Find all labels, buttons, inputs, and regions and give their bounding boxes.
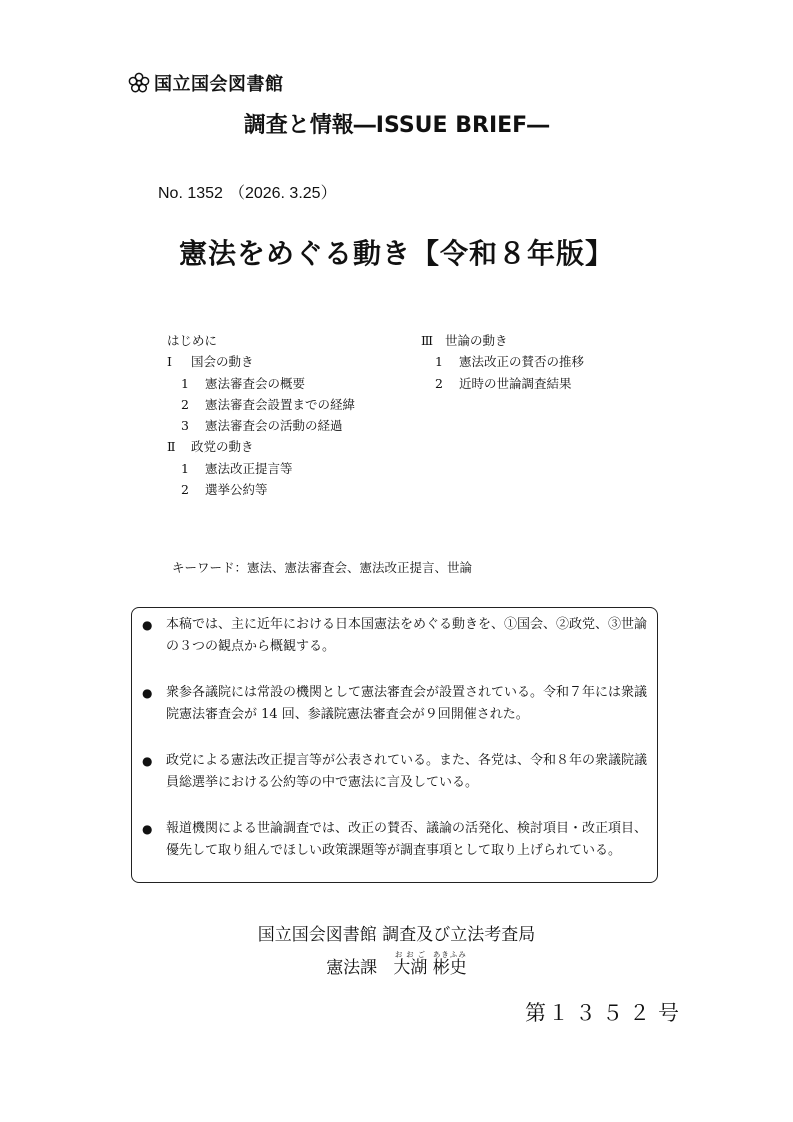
author-surname xyxy=(393,950,428,978)
summary-bullet xyxy=(142,614,652,658)
toc-item-label: 憲法審査会の活動の経過 xyxy=(205,418,343,434)
ndl-logo xyxy=(128,70,284,96)
author-given-name xyxy=(432,950,467,978)
toc-subitem xyxy=(167,479,355,500)
summary-bullet xyxy=(142,818,652,862)
bullet-dot-icon: ● xyxy=(142,754,153,768)
toc-item-number: 1 xyxy=(181,460,189,476)
logo-text: 国立国会図書館 xyxy=(154,74,284,95)
toc-item-label: 政党の動き xyxy=(191,439,254,455)
toc-item xyxy=(167,330,355,351)
summary-text: 衆参各議院には常設の機関として憲法審査会が設置されている。令和７年には衆議院憲法審査会が 14 回、参議院憲法審査会が９回開催された。 xyxy=(166,685,648,722)
toc-item-number: Ⅱ xyxy=(167,439,176,455)
toc-item-number: Ⅲ xyxy=(421,333,434,348)
author-given-name-text: 彬史 xyxy=(432,958,467,978)
toc-item-number: 3 xyxy=(181,418,189,434)
summary-bullet xyxy=(142,682,652,726)
issue-line xyxy=(158,180,337,203)
summary-text: 本稿では、主に近年における日本国憲法をめぐる動きを、①国会、②政党、③世論の３つの観点から概観する。 xyxy=(166,617,648,654)
issue-suffix: 号 xyxy=(658,1001,679,1025)
toc-item-label: 選挙公約等 xyxy=(205,482,268,498)
author-surname-ruby: おおご xyxy=(393,950,428,959)
bullet-dot-icon: ● xyxy=(142,822,153,836)
toc-item-number: 2 xyxy=(435,375,443,391)
toc-item xyxy=(421,330,584,351)
issue-number: No. 1352 xyxy=(158,185,223,202)
summary-text: 報道機関による世論調査では、改正の賛否、議論の活発化、検討項目・改正項目、優先して取り組んでほしい政策課題等が調査事項として取り上げられている。 xyxy=(166,821,648,858)
toc-item xyxy=(167,351,355,372)
bullet-dot-icon: ● xyxy=(142,686,153,700)
toc-subitem xyxy=(421,373,584,394)
issue-prefix: 第 xyxy=(525,1001,546,1025)
toc-item-number: Ⅰ xyxy=(167,354,172,370)
toc-subitem xyxy=(421,351,584,372)
author-organization: 国立国会図書館 調査及び立法考査局 xyxy=(257,925,536,945)
toc-item-number: 2 xyxy=(181,396,189,412)
summary-bullet xyxy=(142,750,652,794)
toc-item-label: 国会の動き xyxy=(191,354,254,370)
issue-date: （2026. 3.25） xyxy=(228,185,337,202)
summary-box xyxy=(131,607,658,883)
toc-subitem xyxy=(167,415,355,436)
toc-subitem xyxy=(167,373,355,394)
author-division: 憲法課 xyxy=(326,958,378,978)
ndl-emblem-icon xyxy=(128,72,150,94)
toc-item-label: 憲法審査会設置までの経緯 xyxy=(205,396,356,412)
author-surname-text: 大湖 xyxy=(393,958,428,978)
author-block xyxy=(0,922,793,978)
toc-item-label: 憲法審査会の概要 xyxy=(205,375,306,391)
toc-item-label: はじめに xyxy=(167,333,218,348)
toc-subitem xyxy=(167,458,355,479)
toc-item-number: 1 xyxy=(435,354,443,370)
toc-item-label: 世論の動き xyxy=(445,333,508,348)
bullet-dot-icon: ● xyxy=(142,618,153,632)
toc-right-column xyxy=(421,330,584,394)
toc-item-number: 2 xyxy=(181,482,189,498)
toc-item xyxy=(167,436,355,457)
series-title: 調査と情報―ISSUE BRIEF― xyxy=(243,113,550,138)
author-line xyxy=(0,950,793,978)
toc-subitem xyxy=(167,394,355,415)
toc-item-label: 近時の世論調査結果 xyxy=(459,375,572,391)
toc-item-label: 憲法改正提言等 xyxy=(205,460,293,476)
issue-number-value: １３５２ xyxy=(548,1001,656,1025)
author-given-name-ruby: あきふみ xyxy=(432,950,467,959)
keywords: キーワード：憲法、憲法審査会、憲法改正提言、世論 xyxy=(172,560,473,575)
toc-item-number: 1 xyxy=(181,375,189,391)
issue-number-footer xyxy=(525,997,679,1027)
summary-text: 政党による憲法改正提言等が公表されている。また、各党は、令和８年の衆議院議員総選挙における公約等の中で憲法に言及している。 xyxy=(166,753,648,790)
toc-item-label: 憲法改正の賛否の推移 xyxy=(459,354,585,370)
toc-left-column xyxy=(167,330,355,500)
page-title: 憲法をめぐる動き【令和８年版】 xyxy=(178,237,614,270)
